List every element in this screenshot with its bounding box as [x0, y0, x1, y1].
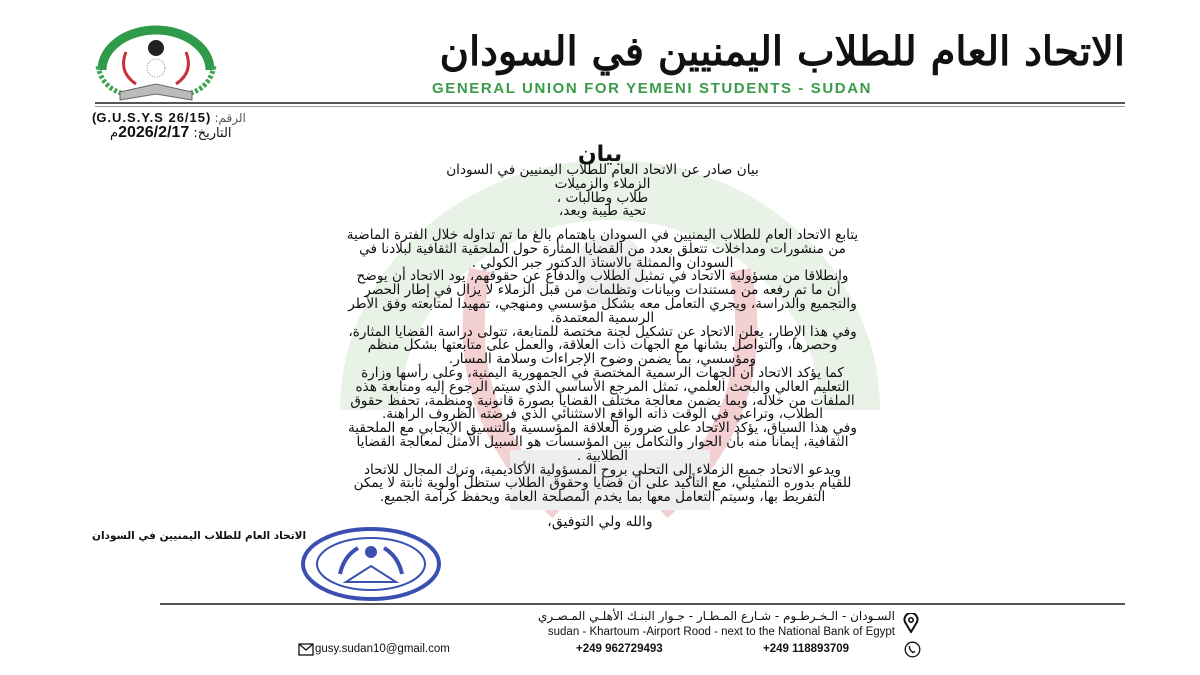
org-title-english: GENERAL UNION FOR YEMENI STUDENTS - SUDAN — [432, 80, 873, 97]
body-line: والتجميع والدراسة، ويجري التعامل معه بشكل مؤسسي ومنهجي، تمهيدا لمتابعته وفق الأطر — [348, 295, 857, 312]
body-line: الملفات من خلاله، وبما يضمن معالجة مختلف القضايا بصورة قانونية ومنظمة، تحفظ حقوق — [350, 392, 855, 409]
phone-2: +249 118893709 — [763, 643, 850, 655]
statement-body — [80, 229, 1125, 505]
greeting-block — [80, 164, 1125, 219]
phone-icon — [904, 641, 921, 658]
closing-line: والله ولي التوفيق، — [547, 514, 653, 530]
body-line: ومؤسسي، بما يضمن وضوح الإجراءات وسلامة المسار. — [448, 351, 757, 368]
signature-label: الاتحاد العام للطلاب اليمنيين في السودان — [92, 530, 307, 542]
body-line: السودان والممثلة بالاستاذ الدكتور جبر الكولي . — [471, 254, 734, 271]
body-line: وفي هذا الإطار، يعلن الاتحاد عن تشكيل لجنة مختصة للمتابعة، تتولى دراسة القضايا المثارة، — [348, 323, 857, 340]
header-divider — [95, 102, 1125, 104]
header-divider-thin — [95, 106, 1125, 107]
greeting-line: الزملاء والزميلات — [554, 175, 651, 192]
statement-heading: بيان — [577, 142, 623, 167]
greeting-line: تحية طيبة وبعد، — [558, 203, 647, 220]
org-title-arabic: الاتحاد العام للطلاب اليمنيين في السودان — [439, 28, 1125, 75]
body-line: أن ما تم رفعه من مستندات وبيانات وتظلمات من قبل الزملاء لا يزال في إطار الحصر — [364, 282, 841, 299]
body-line: الرسمية المعتمدة. — [550, 309, 655, 326]
address-english: sudan - Khartoum -Airport Rood - next to the National Bank of Egypt — [547, 626, 895, 638]
body-line: ويدعو الاتحاد جميع الزملاء إلى التحلي بروح المسؤولية الأكاديمية، وترك المجال للاتحاد — [363, 461, 841, 478]
email-link[interactable]: gusy.sudan10@gmail.com — [315, 643, 450, 655]
reference-number: الرقم: (G.U.S.Y.S 26/15) — [92, 110, 246, 125]
official-stamp — [300, 526, 442, 602]
body-line: للقيام بدوره التمثيلي، مع التأكيد على أن قضايا وحقوق الطلاب ستظل أولوية ثابتة لا يمكن — [353, 475, 852, 492]
union-logo — [92, 22, 220, 104]
body-line: وانطلاقا من مسؤولية الاتحاد في تمثيل الطلاب والدفاع عن حقوقهم، يود الاتحاد أن يوضح — [356, 268, 849, 285]
body-line: وحصرها، والتواصل بشأنها مع الجهات ذات العلاقة، والعمل على متابعتها بشكل منظم — [367, 337, 838, 354]
greeting-line: طلاب وطالبات ، — [556, 189, 649, 206]
phone-1: +249 962729493 — [576, 643, 663, 655]
body-line: التفريط بها، وسيتم التعامل معها بما يخدم المصلحة العامة ويحفظ كرامة الجميع. — [379, 489, 826, 506]
body-line: الثقافية، إيمانا منه بأن الحوار والتكامل بين المؤسسات هو السبيل الأمثل لمعالجة القضايا — [356, 433, 849, 450]
body-line: الطلاب، وتراعي في الوقت ذاته الواقع الاستثنائي الذي فرضته الظروف الراهنة. — [381, 406, 824, 423]
footer-divider — [160, 603, 1125, 605]
address-arabic: السـودان - الـخـرطـوم - شـارع المـطـار - جـوار البنـك الأهلـي المـصـري — [537, 609, 895, 623]
body-line: الطلابية . — [577, 447, 628, 464]
document-date: التاريخ: 2026/2/17م — [110, 124, 232, 141]
body-line: كما يؤكد الاتحاد أن الجهات الرسمية المختصة في الجمهورية اليمنية، وعلى رأسها وزارة — [361, 364, 844, 381]
body-line: وفي هذا السياق، يؤكد الاتحاد على ضرورة العلاقة المؤسسية والتنسيق الإيجابي مع الملحقية — [348, 420, 857, 437]
body-line: التعليم العالي والبحث العلمي، تمثل المرجع الأساسي الذي سيتم الرجوع إليه ومتابعة هذه — [355, 378, 850, 395]
body-line: يتابع الاتحاد العام للطلاب اليمنيين في السودان باهتمام بالغ ما تم تداوله خلال الفترة الماضية — [346, 227, 859, 243]
body-line: من منشورات ومداخلات تتعلق بعدد من القضايا المثارة حول الملحقية الثقافية لبلادنا في — [359, 240, 846, 257]
greeting-line: بيان صادر عن الاتحاد العام للطلاب اليمنيين في السودان — [446, 162, 759, 178]
mail-icon — [298, 643, 314, 656]
location-pin-icon — [903, 613, 919, 633]
